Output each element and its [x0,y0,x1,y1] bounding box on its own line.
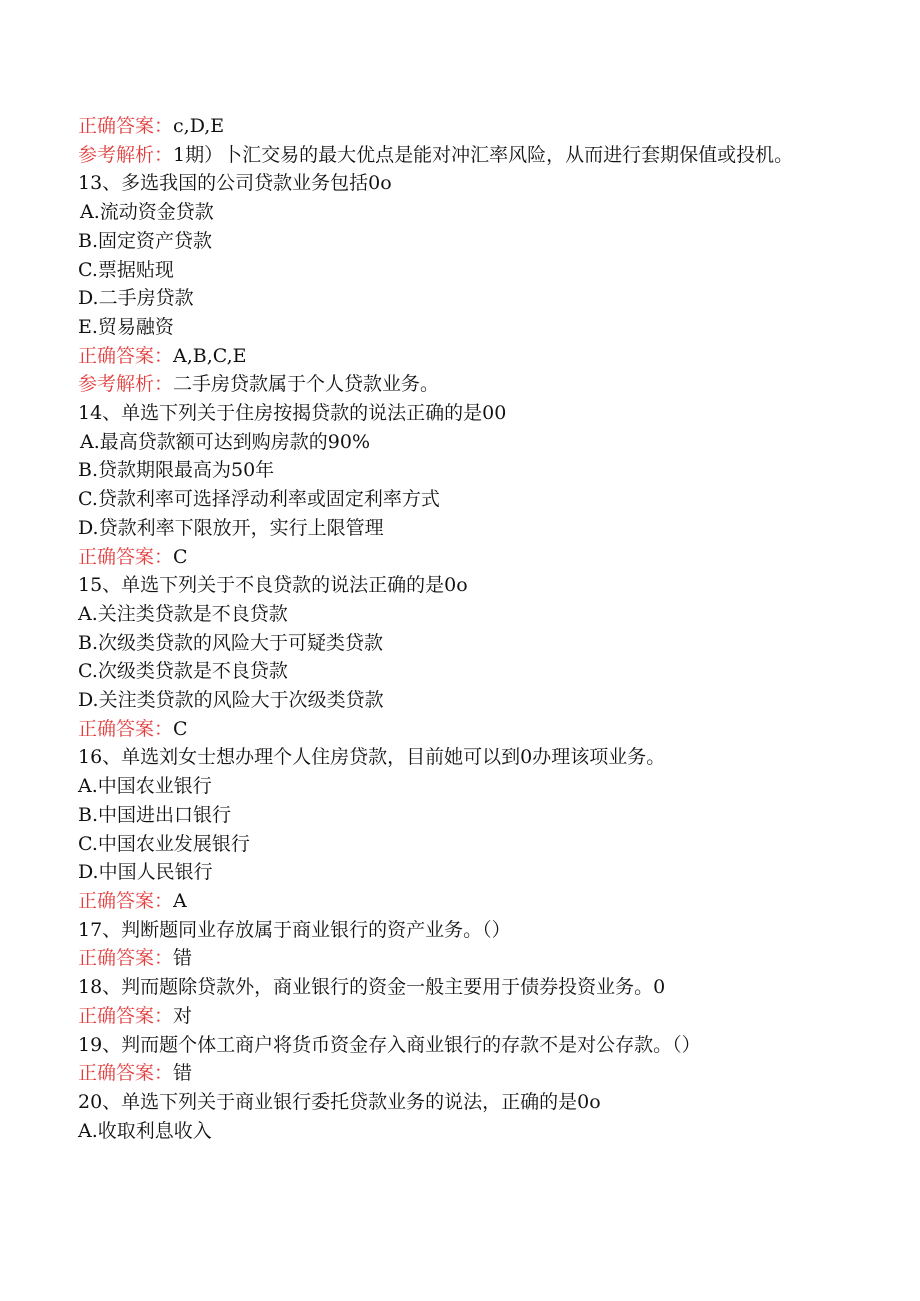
answer-label: 正确答案： [78,344,174,367]
option-line: C.票据贴现 [78,258,174,281]
option-line: A.中国农业银行 [78,775,212,798]
option-line: D.关注类贷款的风险大于次级类贷款 [78,689,384,712]
answer-value: 错 [173,1062,193,1085]
answer-value: C [173,717,188,740]
question-16: 16、单选刘女士想办理个人住房贷款，目前她可以到0办理该项业务。 [78,746,666,769]
option-line: B.固定资产贷款 [78,229,213,252]
analysis-text: 二手房贷款属于个人贷款业务。 [173,373,440,396]
answer-label: 正确答案： [78,1062,174,1085]
analysis-label: 参考解析： [78,143,174,166]
option-line: B.次级类贷款的风险大于可疑类贷款 [78,631,384,654]
exam-content [78,112,838,1145]
question-14: 14、单选下列关于住房按揭贷款的说法正确的是00 [78,402,507,425]
question-13: 13、多选我国的公司贷款业务包括0o [78,172,392,195]
answer-label: 正确答案： [78,947,174,970]
option-line: B.贷款期限最高为50年 [78,459,275,482]
analysis-label: 参考解析： [78,373,174,396]
option-line: D.中国人民银行 [78,861,213,884]
answer-line [78,944,838,973]
answer-label: 正确答案： [78,717,174,740]
answer-label: 正确答案： [78,545,174,568]
analysis-line [78,141,838,170]
answer-value: 错 [173,947,193,970]
answer-value: C [173,545,188,568]
option-line: E.贸易融资 [78,315,174,338]
answer-value: c,D,E [173,115,225,137]
option-line: D.二手房贷款 [78,287,194,310]
answer-value: 对 [173,1004,193,1027]
analysis-text: 1期）卜汇交易的最大优点是能对冲汇率风险，从而进行套期保值或投机。 [173,143,794,166]
answer-value: A,B,C,E [173,344,247,367]
answer-label: 正确答案： [78,889,174,912]
question-20: 20、单选下列关于商业银行委托贷款业务的说法，正确的是0o [78,1090,601,1113]
option-line: D.贷款利率下限放开，实行上限管理 [78,516,384,539]
answer-line [78,1059,838,1088]
answer-line [78,112,838,141]
option-line: C.次级类贷款是不良贷款 [78,660,288,683]
question-18: 18、判而题除贷款外，商业银行的资金一般主要用于债券投资业务。0 [78,976,666,999]
option-line: A.流动资金贷款 [80,201,214,224]
answer-label: 正确答案： [78,115,174,137]
answer-label: 正确答案： [78,1004,174,1027]
option-line: B.中国进出口银行 [78,803,232,826]
answer-value: A [173,889,187,912]
answer-line [78,1002,838,1031]
option-line: A.关注类贷款是不良贷款 [78,602,288,625]
answer-line [78,342,838,371]
question-17: 17、判断题同业存放属于商业银行的资产业务。（） [78,918,511,941]
analysis-line [78,370,838,399]
answer-line [78,543,838,572]
option-line: A.收取利息收入 [78,1119,212,1142]
option-line: C.贷款利率可选择浮动利率或固定利率方式 [78,488,440,511]
answer-line [78,715,838,744]
question-15: 15、单选下列关于不良贷款的说法正确的是0o [78,574,468,597]
question-19: 19、判而题个体工商户将货币资金存入商业银行的存款不是对公存款。（） [78,1033,701,1056]
option-line: C.中国农业发展银行 [78,832,250,855]
option-line: A.最高贷款额可达到购房款的90% [80,430,370,453]
answer-line [78,887,838,916]
